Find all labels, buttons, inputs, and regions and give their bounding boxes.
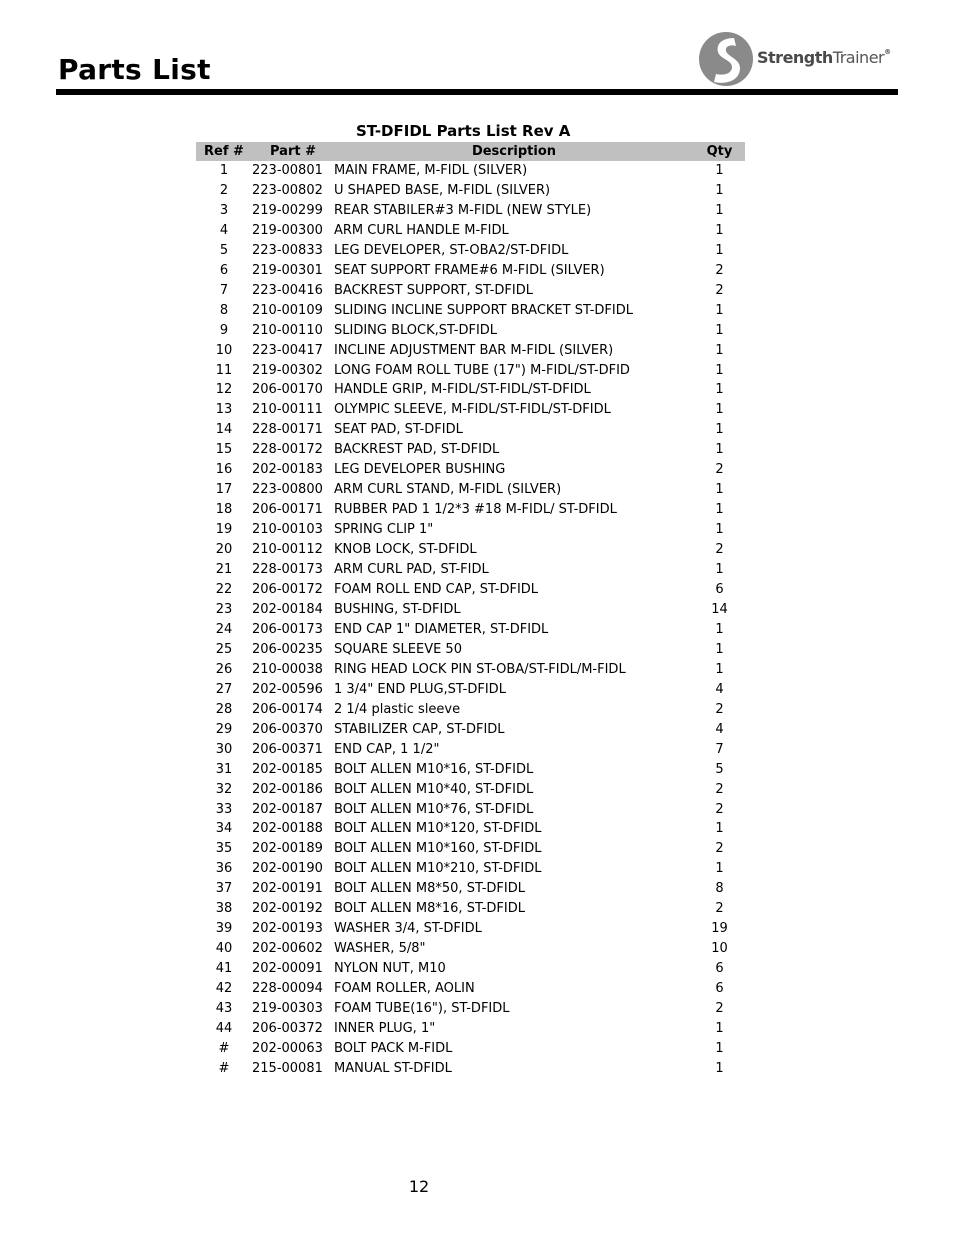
table-row bbox=[196, 839, 745, 859]
logo-registered-mark: ® bbox=[884, 48, 891, 56]
cell-part: 206-00174 bbox=[252, 701, 323, 717]
cell-description: BOLT ALLEN M10*76, ST-DFIDL bbox=[334, 801, 534, 817]
table-row bbox=[196, 939, 745, 959]
cell-ref: 43 bbox=[215, 1001, 233, 1017]
cell-description: MANUAL ST-DFIDL bbox=[334, 1060, 452, 1076]
cell-description: U SHAPED BASE, M-FIDL (SILVER) bbox=[334, 182, 551, 198]
cell-description: END CAP 1" DIAMETER, ST-DFIDL bbox=[334, 621, 549, 637]
table-row bbox=[196, 400, 745, 420]
cell-qty: 6 bbox=[715, 981, 724, 997]
cell-part: 219-00301 bbox=[252, 262, 323, 278]
cell-ref: 21 bbox=[215, 562, 233, 578]
cell-description: INNER PLUG, 1" bbox=[334, 1020, 436, 1036]
cell-qty: 1 bbox=[715, 641, 724, 657]
cell-qty: 10 bbox=[711, 941, 728, 957]
cell-ref: 10 bbox=[215, 342, 233, 358]
cell-description: LEG DEVELOPER, ST-OBA2/ST-DFIDL bbox=[334, 242, 569, 258]
cell-ref: 22 bbox=[215, 582, 233, 598]
cell-description: NYLON NUT, M10 bbox=[334, 961, 446, 977]
cell-description: BOLT ALLEN M10*120, ST-DFIDL bbox=[334, 821, 542, 837]
cell-ref: 1 bbox=[219, 163, 229, 178]
table-row bbox=[196, 640, 745, 660]
cell-part: 202-00186 bbox=[252, 781, 323, 797]
table-row bbox=[196, 241, 745, 261]
cell-part: 206-00172 bbox=[252, 582, 323, 598]
table-row bbox=[196, 680, 745, 700]
cell-part: 206-00371 bbox=[252, 741, 323, 757]
logo-mark-icon bbox=[698, 30, 754, 88]
logo-wordmark bbox=[757, 48, 891, 67]
cell-ref: 32 bbox=[215, 781, 233, 797]
cell-part: 202-00063 bbox=[252, 1040, 323, 1056]
cell-part: 202-00189 bbox=[252, 841, 323, 857]
table-row bbox=[196, 420, 745, 440]
table-row bbox=[196, 520, 745, 540]
table-row bbox=[196, 800, 745, 820]
cell-ref: 28 bbox=[215, 701, 233, 717]
cell-description: BOLT ALLEN M8*50, ST-DFIDL bbox=[334, 881, 525, 897]
cell-part: 210-00109 bbox=[252, 302, 323, 318]
cell-ref: 30 bbox=[215, 741, 233, 757]
cell-part: 223-00800 bbox=[252, 482, 323, 498]
table-row bbox=[196, 959, 745, 979]
cell-qty: 1 bbox=[715, 202, 724, 218]
cell-ref: 17 bbox=[215, 482, 233, 498]
parts-table-body bbox=[196, 161, 745, 1079]
cell-description: BOLT ALLEN M10*210, ST-DFIDL bbox=[334, 861, 542, 877]
cell-description: RUBBER PAD 1 1/2*3 #18 M-FIDL/ ST-DFIDL bbox=[334, 502, 617, 518]
cell-ref: 14 bbox=[215, 422, 233, 438]
table-row bbox=[196, 321, 745, 341]
table-title: ST-DFIDL Parts List Rev A bbox=[356, 122, 571, 140]
table-row bbox=[196, 540, 745, 560]
cell-description: STABILIZER CAP, ST-DFIDL bbox=[334, 721, 505, 737]
table-row bbox=[196, 1039, 745, 1059]
table-row bbox=[196, 859, 745, 879]
cell-description: ARM CURL STAND, M-FIDL (SILVER) bbox=[334, 482, 562, 498]
table-row bbox=[196, 1059, 745, 1079]
cell-qty: 1 bbox=[715, 661, 724, 677]
cell-description: FOAM ROLLER, AOLIN bbox=[334, 981, 475, 997]
table-row bbox=[196, 380, 745, 400]
cell-part: 223-00801 bbox=[252, 163, 323, 178]
cell-description: FOAM ROLL END CAP, ST-DFIDL bbox=[334, 582, 539, 598]
cell-ref: 13 bbox=[215, 402, 233, 418]
cell-qty: 1 bbox=[715, 861, 724, 877]
cell-ref: 40 bbox=[215, 941, 233, 957]
cell-ref: 20 bbox=[215, 542, 233, 558]
cell-description: BOLT ALLEN M10*16, ST-DFIDL bbox=[334, 761, 534, 777]
table-row bbox=[196, 500, 745, 520]
cell-ref: 34 bbox=[215, 821, 233, 837]
cell-ref: 7 bbox=[219, 282, 229, 298]
cell-description: INCLINE ADJUSTMENT BAR M-FIDL (SILVER) bbox=[334, 342, 614, 358]
cell-part: 202-00192 bbox=[252, 901, 323, 917]
cell-qty: 1 bbox=[715, 222, 724, 238]
table-row bbox=[196, 740, 745, 760]
table-row bbox=[196, 780, 745, 800]
cell-qty: 1 bbox=[715, 502, 724, 518]
cell-ref: 41 bbox=[215, 961, 233, 977]
cell-ref: 9 bbox=[219, 322, 229, 338]
cell-description: BACKREST SUPPORT, ST-DFIDL bbox=[334, 282, 533, 298]
table-row bbox=[196, 620, 745, 640]
cell-ref: 6 bbox=[219, 262, 229, 278]
cell-description: LONG FOAM ROLL TUBE (17") M-FIDL/ST-DFID bbox=[334, 362, 630, 378]
cell-part: 202-00602 bbox=[252, 941, 323, 957]
table-row bbox=[196, 201, 745, 221]
cell-qty: 2 bbox=[715, 462, 724, 478]
cell-ref: 33 bbox=[215, 801, 233, 817]
cell-ref: 27 bbox=[215, 681, 233, 697]
table-row bbox=[196, 919, 745, 939]
cell-description: END CAP, 1 1/2" bbox=[334, 741, 440, 757]
cell-ref: 8 bbox=[219, 302, 229, 318]
cell-ref: 4 bbox=[219, 222, 229, 238]
cell-qty: 6 bbox=[715, 961, 724, 977]
table-row bbox=[196, 281, 745, 301]
header-part: Part # bbox=[252, 142, 334, 161]
cell-qty: 8 bbox=[715, 881, 724, 897]
cell-description: WASHER, 5/8" bbox=[334, 941, 426, 957]
cell-part: 228-00171 bbox=[252, 422, 323, 438]
cell-qty: 1 bbox=[715, 362, 724, 378]
cell-part: 206-00370 bbox=[252, 721, 323, 737]
logo-brand-light: Trainer bbox=[832, 48, 885, 67]
cell-qty: 1 bbox=[715, 422, 724, 438]
cell-qty: 2 bbox=[715, 701, 724, 717]
cell-part: 202-00185 bbox=[252, 761, 323, 777]
logo-brand-bold: Strength bbox=[757, 48, 833, 67]
cell-ref: 44 bbox=[215, 1020, 233, 1036]
cell-part: 202-00190 bbox=[252, 861, 323, 877]
cell-qty: 2 bbox=[715, 1001, 724, 1017]
strengthtrainer-logo bbox=[698, 30, 908, 88]
table-row bbox=[196, 1019, 745, 1039]
cell-qty: 1 bbox=[715, 821, 724, 837]
cell-ref: # bbox=[218, 1060, 230, 1076]
table-row bbox=[196, 660, 745, 680]
cell-description: WASHER 3/4, ST-DFIDL bbox=[334, 921, 482, 937]
table-row bbox=[196, 760, 745, 780]
cell-part: 210-00110 bbox=[252, 322, 323, 338]
cell-part: 228-00094 bbox=[252, 981, 323, 997]
cell-description: HANDLE GRIP, M-FIDL/ST-FIDL/ST-DFIDL bbox=[334, 382, 591, 398]
cell-description: MAIN FRAME, M-FIDL (SILVER) bbox=[334, 163, 528, 178]
table-row bbox=[196, 560, 745, 580]
header-qty: Qty bbox=[694, 142, 745, 161]
cell-ref: 2 bbox=[219, 182, 229, 198]
page-number: 12 bbox=[408, 1177, 430, 1196]
header-ref: Ref # bbox=[196, 142, 252, 161]
cell-qty: 1 bbox=[715, 482, 724, 498]
table-row bbox=[196, 460, 745, 480]
cell-part: 219-00300 bbox=[252, 222, 323, 238]
cell-qty: 1 bbox=[715, 242, 724, 258]
cell-ref: 3 bbox=[219, 202, 229, 218]
table-row bbox=[196, 600, 745, 620]
cell-description: RING HEAD LOCK PIN ST-OBA/ST-FIDL/M-FIDL bbox=[334, 661, 626, 677]
cell-description: SLIDING BLOCK,ST-DFIDL bbox=[334, 322, 498, 338]
cell-qty: 2 bbox=[715, 801, 724, 817]
cell-part: 202-00188 bbox=[252, 821, 323, 837]
cell-ref: 29 bbox=[215, 721, 233, 737]
cell-qty: 1 bbox=[715, 1060, 724, 1076]
cell-description: BOLT ALLEN M8*16, ST-DFIDL bbox=[334, 901, 525, 917]
cell-part: 219-00299 bbox=[252, 202, 323, 218]
cell-part: 228-00172 bbox=[252, 442, 323, 458]
page-title: Parts List bbox=[58, 53, 211, 86]
cell-qty: 2 bbox=[715, 542, 724, 558]
cell-ref: 37 bbox=[215, 881, 233, 897]
cell-part: 210-00103 bbox=[252, 522, 323, 538]
cell-qty: 1 bbox=[715, 562, 724, 578]
cell-part: 210-00111 bbox=[252, 402, 323, 418]
cell-ref: 42 bbox=[215, 981, 233, 997]
cell-ref: 39 bbox=[215, 921, 233, 937]
cell-part: 206-00171 bbox=[252, 502, 323, 518]
table-row bbox=[196, 879, 745, 899]
cell-qty: 6 bbox=[715, 582, 724, 598]
cell-qty: 2 bbox=[715, 282, 724, 298]
cell-part: 223-00417 bbox=[252, 342, 323, 358]
cell-qty: 4 bbox=[715, 721, 724, 737]
header-rule bbox=[56, 89, 898, 95]
cell-part: 223-00833 bbox=[252, 242, 323, 258]
cell-ref: 25 bbox=[215, 641, 233, 657]
cell-qty: 2 bbox=[715, 781, 724, 797]
cell-ref: 16 bbox=[215, 462, 233, 478]
cell-description: LEG DEVELOPER BUSHING bbox=[334, 462, 506, 478]
cell-ref: 5 bbox=[219, 242, 229, 258]
cell-qty: 1 bbox=[715, 522, 724, 538]
cell-qty: 1 bbox=[715, 1040, 724, 1056]
cell-qty: 19 bbox=[711, 921, 728, 937]
table-row bbox=[196, 181, 745, 201]
cell-part: 202-00184 bbox=[252, 601, 323, 617]
cell-description: BUSHING, ST-DFIDL bbox=[334, 601, 461, 617]
cell-part: 206-00235 bbox=[252, 641, 323, 657]
cell-ref: 23 bbox=[215, 601, 233, 617]
cell-qty: 2 bbox=[715, 262, 724, 278]
cell-part: 206-00372 bbox=[252, 1020, 323, 1036]
header-description: Description bbox=[334, 142, 694, 161]
cell-description: SEAT SUPPORT FRAME#6 M-FIDL (SILVER) bbox=[334, 262, 605, 278]
cell-description: BACKREST PAD, ST-DFIDL bbox=[334, 442, 500, 458]
cell-qty: 1 bbox=[715, 342, 724, 358]
cell-part: 202-00596 bbox=[252, 681, 323, 697]
cell-part: 202-00091 bbox=[252, 961, 323, 977]
cell-part: 215-00081 bbox=[252, 1060, 323, 1076]
cell-description: SQUARE SLEEVE 50 bbox=[334, 641, 462, 657]
cell-ref: # bbox=[218, 1040, 230, 1056]
cell-qty: 1 bbox=[715, 302, 724, 318]
cell-description: ARM CURL HANDLE M-FIDL bbox=[334, 222, 509, 238]
cell-qty: 1 bbox=[715, 621, 724, 637]
cell-qty: 1 bbox=[715, 1020, 724, 1036]
table-row bbox=[196, 899, 745, 919]
cell-qty: 4 bbox=[715, 681, 724, 697]
table-row bbox=[196, 161, 745, 181]
cell-description: FOAM TUBE(16"), ST-DFIDL bbox=[334, 1001, 510, 1017]
cell-ref: 18 bbox=[215, 502, 233, 518]
cell-ref: 38 bbox=[215, 901, 233, 917]
cell-description: REAR STABILER#3 M-FIDL (NEW STYLE) bbox=[334, 202, 592, 218]
cell-part: 206-00170 bbox=[252, 382, 323, 398]
table-row bbox=[196, 440, 745, 460]
cell-description: BOLT ALLEN M10*160, ST-DFIDL bbox=[334, 841, 542, 857]
table-row bbox=[196, 221, 745, 241]
table-row bbox=[196, 480, 745, 500]
cell-qty: 1 bbox=[715, 382, 724, 398]
table-row bbox=[196, 580, 745, 600]
cell-description: 1 3/4" END PLUG,ST-DFIDL bbox=[334, 681, 506, 697]
cell-ref: 26 bbox=[215, 661, 233, 677]
cell-ref: 36 bbox=[215, 861, 233, 877]
cell-part: 228-00173 bbox=[252, 562, 323, 578]
cell-part: 202-00193 bbox=[252, 921, 323, 937]
cell-part: 202-00187 bbox=[252, 801, 323, 817]
table-row bbox=[196, 700, 745, 720]
cell-description: 2 1/4 plastic sleeve bbox=[334, 701, 461, 717]
cell-ref: 35 bbox=[215, 841, 233, 857]
cell-ref: 11 bbox=[215, 362, 233, 378]
cell-ref: 24 bbox=[215, 621, 233, 637]
cell-qty: 5 bbox=[715, 761, 724, 777]
cell-ref: 15 bbox=[215, 442, 233, 458]
cell-ref: 19 bbox=[215, 522, 233, 538]
cell-description: OLYMPIC SLEEVE, M-FIDL/ST-FIDL/ST-DFIDL bbox=[334, 402, 611, 418]
table-row bbox=[196, 979, 745, 999]
cell-qty: 7 bbox=[715, 741, 724, 757]
table-row bbox=[196, 261, 745, 281]
cell-description: SEAT PAD, ST-DFIDL bbox=[334, 422, 463, 438]
cell-qty: 2 bbox=[715, 841, 724, 857]
cell-part: 223-00416 bbox=[252, 282, 323, 298]
cell-part: 219-00303 bbox=[252, 1001, 323, 1017]
cell-part: 206-00173 bbox=[252, 621, 323, 637]
cell-qty: 1 bbox=[715, 402, 724, 418]
cell-qty: 1 bbox=[715, 163, 724, 178]
cell-qty: 1 bbox=[715, 322, 724, 338]
cell-part: 210-00112 bbox=[252, 542, 323, 558]
cell-description: SLIDING INCLINE SUPPORT BRACKET ST-DFIDL bbox=[334, 302, 633, 318]
table-row bbox=[196, 361, 745, 381]
cell-part: 223-00802 bbox=[252, 182, 323, 198]
table-row bbox=[196, 819, 745, 839]
cell-description: BOLT PACK M-FIDL bbox=[334, 1040, 453, 1056]
table-row bbox=[196, 720, 745, 740]
cell-description: SPRING CLIP 1" bbox=[334, 522, 434, 538]
table-row bbox=[196, 301, 745, 321]
cell-ref: 12 bbox=[215, 382, 233, 398]
parts-table bbox=[196, 142, 745, 1079]
cell-part: 219-00302 bbox=[252, 362, 323, 378]
cell-part: 202-00183 bbox=[252, 462, 323, 478]
cell-qty: 1 bbox=[715, 442, 724, 458]
cell-qty: 14 bbox=[711, 601, 728, 617]
cell-description: ARM CURL PAD, ST-FIDL bbox=[334, 562, 489, 578]
cell-qty: 1 bbox=[715, 182, 724, 198]
table-header-row bbox=[196, 142, 745, 161]
cell-qty: 2 bbox=[715, 901, 724, 917]
table-row bbox=[196, 341, 745, 361]
cell-description: BOLT ALLEN M10*40, ST-DFIDL bbox=[334, 781, 534, 797]
cell-part: 202-00191 bbox=[252, 881, 323, 897]
table-row bbox=[196, 999, 745, 1019]
cell-part: 210-00038 bbox=[252, 661, 323, 677]
cell-ref: 31 bbox=[215, 761, 233, 777]
cell-description: KNOB LOCK, ST-DFIDL bbox=[334, 542, 477, 558]
